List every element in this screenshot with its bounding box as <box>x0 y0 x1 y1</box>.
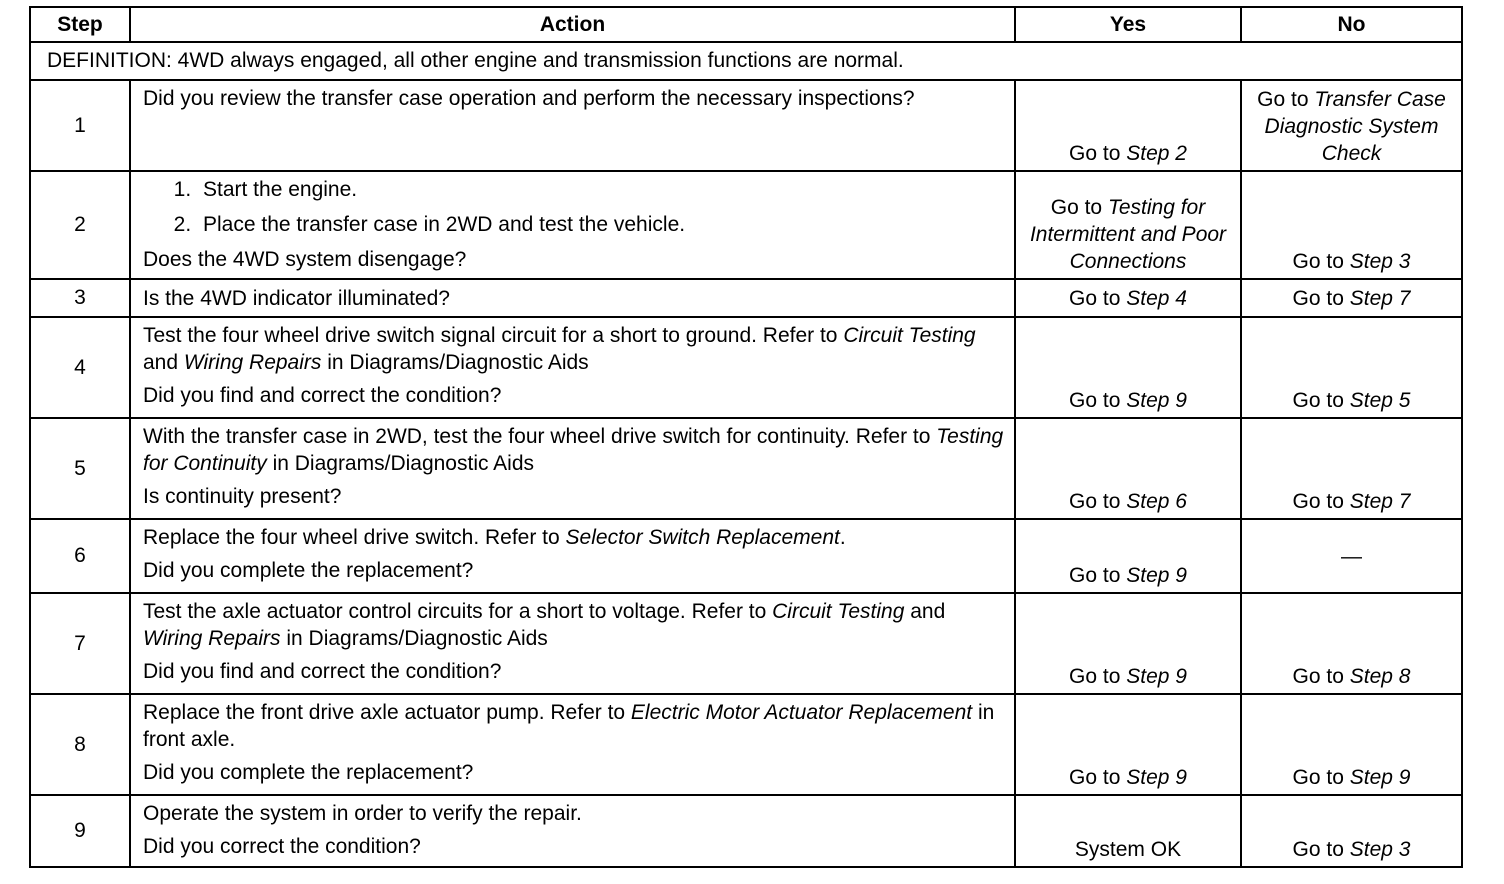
yes-prefix: Go to <box>1069 564 1127 587</box>
header-step: Step <box>30 7 130 42</box>
no-prefix: Go to <box>1292 490 1350 513</box>
action-text: Did you review the transfer case operation and perform the necessary inspections? <box>143 87 915 110</box>
text-segment: Test the axle actuator control circuits for a short to voltage. Refer to <box>143 600 773 623</box>
no-prefix: Go to <box>1292 389 1350 412</box>
reference-link[interactable]: Wiring Repairs <box>183 351 322 374</box>
action-text <box>143 524 1004 551</box>
action-text: Operate the system in order to verify the repair. <box>143 802 582 825</box>
no-link[interactable]: Step 7 <box>1349 286 1411 310</box>
action-text: Is the 4WD indicator illuminated? <box>143 286 450 310</box>
no-link[interactable]: Transfer Case Diagnostic System Check <box>1264 88 1446 165</box>
table-row <box>30 279 1462 317</box>
yes-prefix: Go to <box>1069 665 1127 688</box>
step-number: 8 <box>30 694 130 795</box>
action-cell <box>130 694 1015 795</box>
no-cell <box>1241 317 1462 418</box>
yes-result: System OK <box>1074 838 1182 861</box>
action-cell <box>130 593 1015 694</box>
table-row <box>30 171 1462 279</box>
action-question: Did you find and correct the condition? <box>143 660 502 683</box>
action-question: Did you complete the replacement? <box>143 559 474 582</box>
yes-link[interactable]: Step 9 <box>1126 389 1187 412</box>
reference-link[interactable]: Electric Motor Actuator Replacement <box>630 701 973 724</box>
step-number: 5 <box>30 418 130 519</box>
definition-text: DEFINITION: 4WD always engaged, all other engine and transmission functions are normal. <box>30 42 1462 80</box>
table-row <box>30 593 1462 694</box>
table-row <box>30 317 1462 418</box>
text-segment: Replace the front drive axle actuator pump. Refer to <box>143 701 631 724</box>
action-question: Did you find and correct the condition? <box>143 384 502 407</box>
action-question: Did you correct the condition? <box>143 835 421 858</box>
yes-prefix: Go to <box>1069 286 1127 310</box>
step-number: 3 <box>30 279 130 317</box>
step-number: 6 <box>30 519 130 593</box>
yes-cell <box>1015 694 1241 795</box>
text-segment: and <box>904 600 946 623</box>
header-no: No <box>1241 7 1462 42</box>
step-number: 1 <box>30 80 130 171</box>
no-prefix: Go to <box>1257 88 1315 111</box>
text-segment: and <box>143 351 184 374</box>
yes-cell <box>1015 519 1241 593</box>
reference-link[interactable]: Testing for Continuity <box>143 425 1004 475</box>
action-text <box>143 699 1004 753</box>
action-list <box>143 176 1004 238</box>
no-link[interactable]: Step 3 <box>1349 838 1411 861</box>
step-number: 4 <box>30 317 130 418</box>
no-link[interactable]: Step 3 <box>1349 250 1411 273</box>
action-text <box>143 322 1004 376</box>
yes-cell <box>1015 317 1241 418</box>
text-segment: With the transfer case in 2WD, test the four wheel drive switch for continuity. Refer to <box>143 425 937 448</box>
no-cell <box>1241 80 1462 171</box>
action-text <box>143 423 1004 477</box>
text-segment: in front axle. <box>143 701 995 751</box>
action-cell <box>130 279 1015 317</box>
text-segment: Replace the four wheel drive switch. Refer to <box>143 526 566 549</box>
step-number: 2 <box>30 171 130 279</box>
no-cell <box>1241 795 1462 867</box>
action-cell <box>130 171 1015 279</box>
action-text <box>143 598 1004 652</box>
table-row <box>30 80 1462 171</box>
text-segment: in Diagrams/Diagnostic Aids <box>280 627 548 650</box>
reference-link[interactable]: Circuit Testing <box>843 324 976 347</box>
action-question: Did you complete the replacement? <box>143 761 474 784</box>
table-row <box>30 418 1462 519</box>
table-row <box>30 694 1462 795</box>
yes-link[interactable]: Step 9 <box>1126 564 1187 587</box>
no-cell <box>1241 171 1462 279</box>
no-cell <box>1241 593 1462 694</box>
no-link[interactable]: Step 9 <box>1349 766 1411 789</box>
action-cell <box>130 418 1015 519</box>
text-segment: in Diagrams/Diagnostic Aids <box>266 452 535 475</box>
action-cell <box>130 795 1015 867</box>
yes-cell <box>1015 171 1241 279</box>
yes-cell <box>1015 279 1241 317</box>
list-item: 1. Start the engine. <box>197 176 1004 203</box>
header-action: Action <box>130 7 1015 42</box>
no-prefix: Go to <box>1292 838 1350 861</box>
list-item: 2. Place the transfer case in 2WD and test the vehicle. <box>197 211 1004 238</box>
no-dash: — <box>1341 544 1362 568</box>
action-cell <box>130 317 1015 418</box>
no-cell <box>1241 519 1462 593</box>
yes-prefix: Go to <box>1069 490 1127 513</box>
yes-link[interactable]: Step 2 <box>1126 142 1187 165</box>
step-number: 7 <box>30 593 130 694</box>
text-segment: Test the four wheel drive switch signal circuit for a short to ground. Refer to <box>143 324 844 347</box>
no-link[interactable]: Step 7 <box>1349 490 1411 513</box>
text-segment: . <box>839 526 846 549</box>
no-cell <box>1241 279 1462 317</box>
header-yes: Yes <box>1015 7 1241 42</box>
yes-cell <box>1015 418 1241 519</box>
action-question: Is continuity present? <box>143 485 342 508</box>
yes-cell <box>1015 80 1241 171</box>
action-cell <box>130 80 1015 171</box>
no-prefix: Go to <box>1292 665 1350 688</box>
definition-row <box>30 42 1462 80</box>
no-link[interactable]: Step 5 <box>1349 389 1411 412</box>
table-row <box>30 795 1462 867</box>
yes-cell <box>1015 593 1241 694</box>
no-cell <box>1241 418 1462 519</box>
yes-link[interactable]: Testing for Intermittent and Poor Connections <box>1029 196 1227 273</box>
yes-prefix: Go to <box>1069 142 1127 165</box>
no-link[interactable]: Step 8 <box>1349 665 1411 688</box>
no-prefix: Go to <box>1292 250 1350 273</box>
yes-prefix: Go to <box>1069 389 1127 412</box>
yes-link[interactable]: Step 9 <box>1126 665 1187 688</box>
no-cell <box>1241 694 1462 795</box>
reference-link[interactable]: Wiring Repairs <box>143 627 281 650</box>
action-cell <box>130 519 1015 593</box>
yes-prefix: Go to <box>1069 766 1127 789</box>
diagnostic-table <box>29 6 1463 868</box>
yes-link[interactable]: Step 6 <box>1126 490 1187 513</box>
text-segment: in Diagrams/Diagnostic Aids <box>321 351 589 374</box>
no-prefix: Go to <box>1292 286 1350 310</box>
action-question: Does the 4WD system disengage? <box>143 248 467 271</box>
yes-cell <box>1015 795 1241 867</box>
no-prefix: Go to <box>1292 766 1350 789</box>
yes-prefix: Go to <box>1050 196 1108 219</box>
yes-link[interactable]: Step 4 <box>1126 286 1187 310</box>
yes-link[interactable]: Step 9 <box>1126 766 1187 789</box>
reference-link[interactable]: Circuit Testing <box>772 600 905 623</box>
table-row <box>30 519 1462 593</box>
step-number: 9 <box>30 795 130 867</box>
reference-link[interactable]: Selector Switch Replacement <box>565 526 840 549</box>
header-row <box>30 7 1462 42</box>
